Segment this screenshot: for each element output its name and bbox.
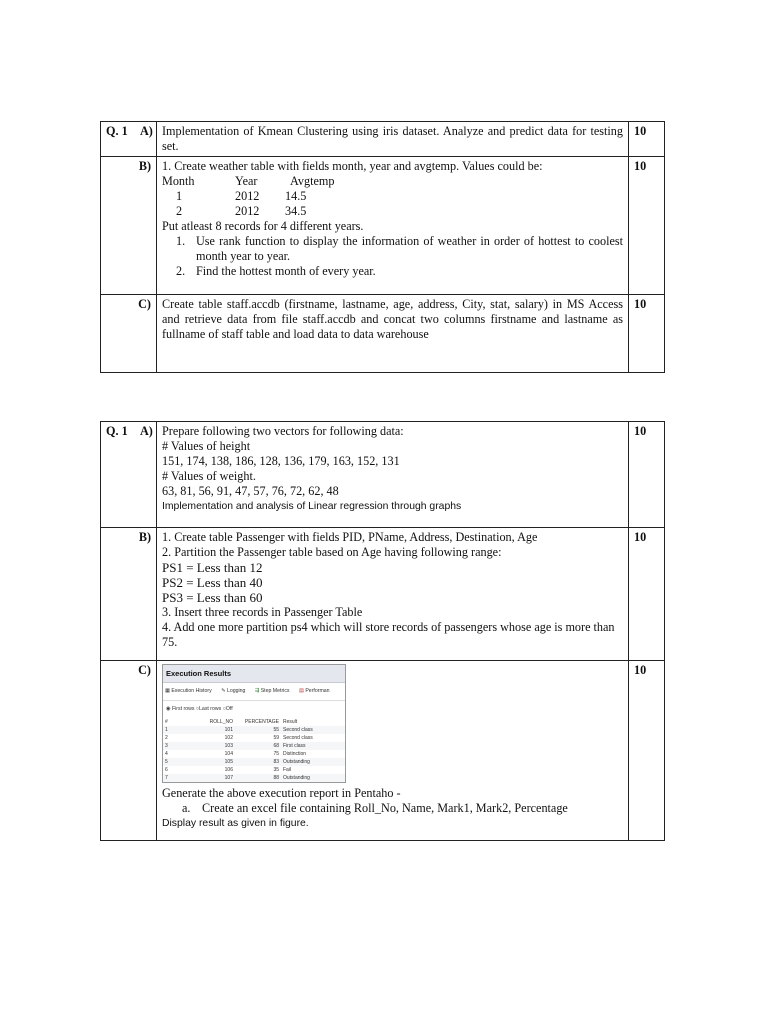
cell: 75 [273,751,279,757]
col-roll-no: ROLL_NO [209,719,233,725]
cell: 102 [224,735,233,741]
part-label: C) [101,295,157,373]
tab-label: Logging [226,688,246,694]
cell: 104 [224,751,233,757]
cell: 14.5 [285,189,307,203]
range-line: PS1 = Less than 12 [162,560,263,575]
text-line: 4. Add one more partition ps4 which will store records of passengers whose age is more than 75. [162,620,615,649]
cell: 59 [273,735,279,741]
cell: 88 [235,774,281,782]
range-line: PS2 = Less than 40 [162,575,263,590]
part-label: A) [140,424,153,438]
list-text: Use rank function to display the information of weather in order of hottest to coolest month year to year. [196,234,623,263]
cell: Distinction [283,751,307,757]
text-line: 1. Create table Passenger with fields PID, PName, Address, Destination, Age [162,530,538,544]
range-line: PS3 = Less than 60 [162,590,263,605]
radio-label: First rows [171,706,195,712]
cell: 1 [163,726,183,734]
part-b-note: Put atleast 8 records for 4 different years. [162,219,364,233]
text-line: # Values of weight. [162,469,256,483]
part-a-text: Implementation of Kmean Clustering using iris dataset. Analyze and predict data for testing set. [157,122,629,157]
part-b-list [162,234,623,279]
execution-results-panel [162,664,346,783]
question-number: Q. 1 [106,124,128,138]
cell: 101 [183,726,235,734]
cell: 55 [235,726,281,734]
col-year: Year [235,174,258,188]
cell: 2 [165,735,168,741]
text-line: 2. Partition the Passenger table based on Age having following range: [162,545,502,559]
question-number: Q. 1 [106,424,128,438]
cell: 6 [165,767,168,773]
table-row[interactable] [163,742,345,750]
part-b-marks: 10 [629,157,665,295]
tab-performance[interactable]: ▤ Performan [298,688,330,694]
part-label: B) [101,157,157,295]
table-row[interactable] [163,758,345,766]
tab-execution-history[interactable]: ▦ Execution History [165,688,212,694]
table-row[interactable] [163,766,345,774]
cell: 103 [183,742,235,750]
text-line: Prepare following two vectors for following data: [162,424,404,438]
part-c-marks: 10 [629,295,665,373]
cell: Second class [281,726,345,734]
part-b-content [157,528,629,661]
execution-tabs [163,683,345,701]
list-item [176,234,623,264]
cell: 2 [176,204,183,218]
list-letter: a. [182,801,191,815]
tab-logging[interactable]: ✎ Logging [221,688,246,694]
part-label: A) [140,124,153,138]
cell: 34.5 [285,204,307,218]
col-avgtemp: Avgtemp [290,174,335,188]
table-row[interactable] [163,750,345,758]
text-line: Generate the above execution report in Pentaho - [162,786,401,800]
table-row[interactable] [163,774,345,782]
list-number: 1. [176,234,186,248]
cell: Second class [283,735,313,741]
part-label: C) [101,661,157,841]
cell: 4 [165,751,168,757]
weather-row [162,189,623,204]
tab-label: Performan [305,688,330,694]
list-text: Create an excel file containing Roll_No, Name, Mark1, Mark2, Percentage [202,801,568,815]
cell: 1 [176,189,183,203]
cell: 5 [163,758,183,766]
task-line: Implementation and analysis of Linear regression through graphs [162,501,462,512]
list-item [176,264,623,279]
part-a-marks: 10 [629,122,665,157]
cell: 35 [273,767,279,773]
part-c-content [157,661,629,841]
cell: 105 [183,758,235,766]
question-label-cell [101,422,157,528]
col-index: # [165,719,168,725]
part-label: B) [101,528,157,661]
cell: 68 [235,742,281,750]
row-filter-radios [163,701,345,718]
cell: Fail [283,767,292,773]
tab-label: Execution History [171,688,212,694]
question-table-1 [100,121,665,373]
radio-off[interactable]: ○Off [222,706,233,712]
part-b-intro: 1. Create weather table with fields month, year and avgtemp. Values could be: [162,159,543,173]
text-line: # Values of height [162,439,251,453]
weather-row [162,204,623,219]
col-percentage: PERCENTAGE [244,719,279,725]
part-b-content [157,157,629,295]
cell: 107 [183,774,235,782]
part-b-marks: 10 [629,528,665,661]
weight-values: 63, 81, 56, 91, 47, 57, 76, 72, 62, 48 [162,484,339,498]
cell: Outstanding [281,758,345,766]
text-line: 3. Insert three records in Passenger Table [162,605,363,619]
part-c-list [162,801,623,816]
part-c-marks: 10 [629,661,665,841]
question-label-cell [101,122,157,157]
radio-label: Last rows [199,706,222,712]
cell: 7 [163,774,183,782]
col-month: Month [162,174,195,188]
tab-label: Step Metrics [260,688,290,694]
cell: 83 [235,758,281,766]
cell: 2012 [235,204,260,218]
cell: 106 [224,767,233,773]
col-result: Result [283,719,298,725]
part-a-marks: 10 [629,422,665,528]
cell: First class [281,742,345,750]
weather-header-row [162,174,623,189]
radio-label: Off [225,706,233,712]
cell: 3 [163,742,183,750]
part-c-text: Create table staff.accdb (firstname, lastname, age, address, City, stat, salary) in MS Access and retrieve data from file staff.accdb and concat two columns firstname and lastname as fullname of staff table and load data to data warehouse [157,295,629,373]
cell: 2012 [235,189,260,203]
list-number: 2. [176,264,186,278]
results-grid [163,718,345,782]
part-a-content [157,422,629,528]
table-row[interactable] [163,726,345,734]
tab-step-metrics[interactable]: ⇶ Step Metrics [254,688,290,694]
list-item [182,801,623,816]
radio-last-rows[interactable]: ○Last rows [195,706,222,712]
task-line: Display result as given in figure. [162,818,309,829]
question-table-2 [100,421,665,841]
cell: Outstanding [281,774,345,782]
list-text: Find the hottest month of every year. [196,264,376,278]
radio-first-rows[interactable]: ◉ First rows [166,706,195,712]
height-values: 151, 174, 138, 186, 128, 136, 179, 163, 152, 131 [162,454,400,468]
execution-results-title: Execution Results [163,665,345,683]
table-row[interactable] [163,734,345,742]
results-header [163,718,345,726]
